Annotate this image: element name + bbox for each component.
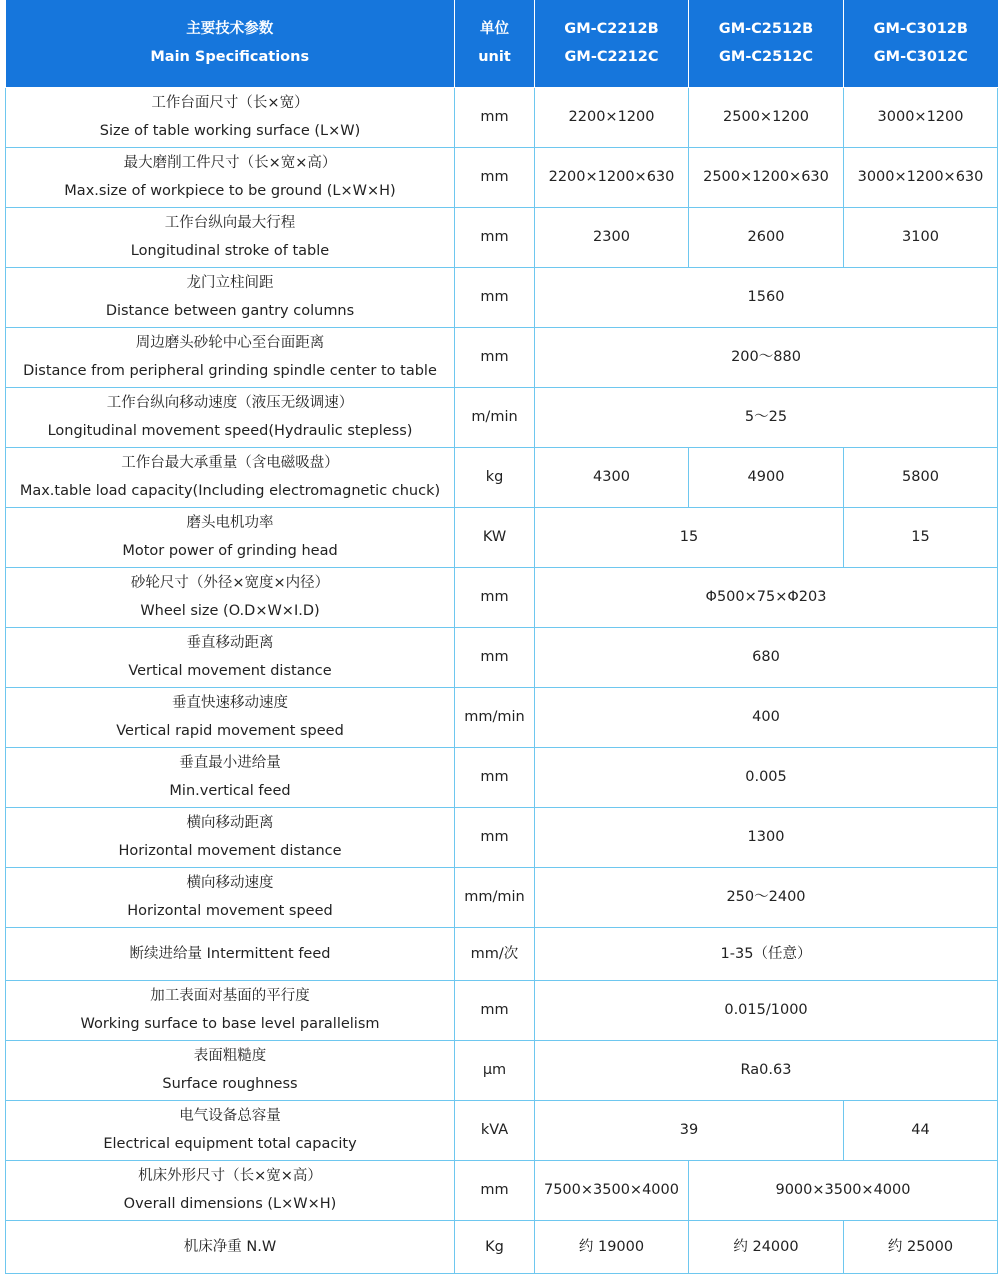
label-en: Horizontal movement distance <box>118 843 342 859</box>
spec-row <box>6 1160 998 1220</box>
model-3-line2: GM-C3012C <box>873 49 968 66</box>
label-en: Working surface to base level parallelism <box>80 1016 380 1032</box>
label-en: Surface roughness <box>162 1076 298 1092</box>
spec-value: 约 19000 <box>535 1220 689 1273</box>
spec-value: 9000×3500×4000 <box>689 1160 998 1220</box>
spec-label <box>6 1100 455 1160</box>
spec-value: 5800 <box>844 447 998 507</box>
spec-label <box>6 387 455 447</box>
label-cn: 龙门立柱间距 <box>186 275 274 291</box>
spec-label <box>6 627 455 687</box>
spec-row <box>6 687 998 747</box>
header-row <box>6 0 998 87</box>
label-cn: 横向移动距离 <box>186 815 274 831</box>
spec-row <box>6 1100 998 1160</box>
spec-row <box>6 1040 998 1100</box>
spec-value: 200～880 <box>535 327 998 387</box>
spec-label <box>6 447 455 507</box>
spec-value: 1560 <box>535 267 998 327</box>
spec-label <box>6 147 455 207</box>
spec-row <box>6 327 998 387</box>
spec-value: 400 <box>535 687 998 747</box>
spec-unit: μm <box>455 1040 535 1100</box>
spec-row <box>6 567 998 627</box>
header-model-2 <box>689 0 844 87</box>
label-cn: 垂直快速移动速度 <box>172 695 288 711</box>
label-cn: 表面粗糙度 <box>193 1048 267 1064</box>
header-param <box>6 0 455 87</box>
label-en: Longitudinal movement speed(Hydraulic stepless) <box>47 423 413 439</box>
spec-label <box>6 980 455 1040</box>
spec-row <box>6 747 998 807</box>
spec-unit: mm <box>455 87 535 147</box>
header-unit-en: unit <box>478 49 511 66</box>
spec-row <box>6 87 998 147</box>
label-cn: 垂直移动距离 <box>186 635 274 651</box>
spec-label <box>6 1220 455 1273</box>
spec-value: 680 <box>535 627 998 687</box>
label-cn: 工作台面尺寸（长×宽） <box>151 95 309 111</box>
spec-row <box>6 507 998 567</box>
spec-value: 约 24000 <box>689 1220 844 1273</box>
label-cn: 磨头电机功率 <box>186 515 274 531</box>
label-en: Distance between gantry columns <box>105 303 355 319</box>
model-3-line1: GM-C3012B <box>873 21 968 38</box>
label-cn: 横向移动速度 <box>186 875 274 891</box>
model-1-line1: GM-C2212B <box>564 21 659 38</box>
label-cn: 机床外形尺寸（长×宽×高） <box>138 1168 322 1184</box>
label-en: Electrical equipment total capacity <box>103 1136 357 1152</box>
spec-label <box>6 747 455 807</box>
spec-unit: Kg <box>455 1220 535 1273</box>
spec-label <box>6 267 455 327</box>
spec-label <box>6 327 455 387</box>
spec-row <box>6 147 998 207</box>
spec-label <box>6 507 455 567</box>
spec-unit: mm <box>455 207 535 267</box>
label-en: Longitudinal stroke of table <box>130 243 330 259</box>
spec-unit: mm <box>455 807 535 867</box>
spec-value: Φ500×75×Φ203 <box>535 567 998 627</box>
spec-unit: mm <box>455 980 535 1040</box>
spec-table <box>5 0 998 1274</box>
spec-unit: mm/次 <box>455 927 535 980</box>
header-model-3 <box>844 0 998 87</box>
model-2-line1: GM-C2512B <box>718 21 814 38</box>
label-cn: 垂直最小进给量 <box>179 755 281 771</box>
spec-value: 15 <box>844 507 998 567</box>
spec-label <box>6 927 455 980</box>
spec-unit: mm <box>455 1160 535 1220</box>
label-cn: 砂轮尺寸（外径×宽度×内径） <box>130 575 330 591</box>
spec-row <box>6 627 998 687</box>
spec-row <box>6 980 998 1040</box>
spec-row <box>6 927 998 980</box>
spec-value: 0.005 <box>535 747 998 807</box>
label-en: Distance from peripheral grinding spindle center to table <box>23 363 437 379</box>
spec-value: 44 <box>844 1100 998 1160</box>
spec-value: 15 <box>535 507 844 567</box>
spec-value: 3000×1200×630 <box>844 147 998 207</box>
model-1-line2: GM-C2212C <box>564 49 659 66</box>
label-en: Wheel size (O.D×W×I.D) <box>140 603 320 619</box>
spec-value: Ra0.63 <box>535 1040 998 1100</box>
spec-label <box>6 87 455 147</box>
spec-value: 3100 <box>844 207 998 267</box>
label-en: Vertical rapid movement speed <box>116 723 344 739</box>
spec-value: 1300 <box>535 807 998 867</box>
spec-unit: kVA <box>455 1100 535 1160</box>
label-cn: 工作台纵向最大行程 <box>164 215 296 231</box>
spec-value: 2600 <box>689 207 844 267</box>
spec-unit: mm <box>455 627 535 687</box>
header-unit <box>455 0 535 87</box>
spec-unit: KW <box>455 507 535 567</box>
label-en: Horizontal movement speed <box>127 903 333 919</box>
spec-row <box>6 447 998 507</box>
spec-unit: mm/min <box>455 687 535 747</box>
label-en: Min.vertical feed <box>169 783 291 799</box>
spec-value: 2500×1200×630 <box>689 147 844 207</box>
spec-unit: kg <box>455 447 535 507</box>
spec-unit: mm/min <box>455 867 535 927</box>
label-cn: 电气设备总容量 <box>179 1108 281 1124</box>
label-en: Vertical movement distance <box>128 663 332 679</box>
header-param-cn: 主要技术参数 <box>186 21 274 38</box>
spec-unit: mm <box>455 327 535 387</box>
spec-value: 0.015/1000 <box>535 980 998 1040</box>
spec-value: 2500×1200 <box>689 87 844 147</box>
header-unit-cn: 单位 <box>480 21 509 38</box>
spec-row <box>6 207 998 267</box>
spec-value: 约 25000 <box>844 1220 998 1273</box>
spec-row <box>6 807 998 867</box>
spec-value: 39 <box>535 1100 844 1160</box>
spec-label <box>6 1040 455 1100</box>
label-cn: 工作台纵向移动速度（液压无级调速） <box>106 395 354 411</box>
spec-value: 1-35（任意） <box>535 927 998 980</box>
label-cn: 最大磨削工件尺寸（长×宽×高） <box>123 155 337 171</box>
header-model-1 <box>535 0 689 87</box>
spec-unit: mm <box>455 267 535 327</box>
spec-unit: mm <box>455 747 535 807</box>
spec-value: 2200×1200 <box>535 87 689 147</box>
spec-value: 3000×1200 <box>844 87 998 147</box>
spec-row <box>6 1220 998 1273</box>
spec-label <box>6 1160 455 1220</box>
header-param-en: Main Specifications <box>150 49 310 66</box>
spec-value: 4900 <box>689 447 844 507</box>
spec-value: 2200×1200×630 <box>535 147 689 207</box>
label-cn: 周边磨头砂轮中心至台面距离 <box>135 335 325 351</box>
spec-value: 250～2400 <box>535 867 998 927</box>
spec-value: 5～25 <box>535 387 998 447</box>
spec-value: 4300 <box>535 447 689 507</box>
model-2-line2: GM-C2512C <box>719 49 813 66</box>
spec-label <box>6 687 455 747</box>
label-cn: 工作台最大承重量（含电磁吸盘） <box>121 455 339 471</box>
label-en: Size of table working surface (L×W) <box>99 123 361 139</box>
label-en: Max.size of workpiece to be ground (L×W×H) <box>64 183 396 199</box>
spec-row <box>6 267 998 327</box>
spec-unit: mm <box>455 567 535 627</box>
label-cn: 加工表面对基面的平行度 <box>150 988 310 1004</box>
spec-value: 2300 <box>535 207 689 267</box>
label-en: Overall dimensions (L×W×H) <box>123 1196 337 1212</box>
spec-unit: m/min <box>455 387 535 447</box>
spec-row <box>6 387 998 447</box>
spec-label <box>6 867 455 927</box>
spec-row <box>6 867 998 927</box>
label-cn: 机床净重 N.W <box>183 1238 277 1255</box>
label-en: Motor power of grinding head <box>122 543 338 559</box>
spec-value: 7500×3500×4000 <box>535 1160 689 1220</box>
label-en: Max.table load capacity(Including electromagnetic chuck) <box>19 483 441 499</box>
spec-label <box>6 807 455 867</box>
spec-unit: mm <box>455 147 535 207</box>
spec-label <box>6 207 455 267</box>
label-cn: 断续进给量 Intermittent feed <box>129 945 331 962</box>
spec-label <box>6 567 455 627</box>
